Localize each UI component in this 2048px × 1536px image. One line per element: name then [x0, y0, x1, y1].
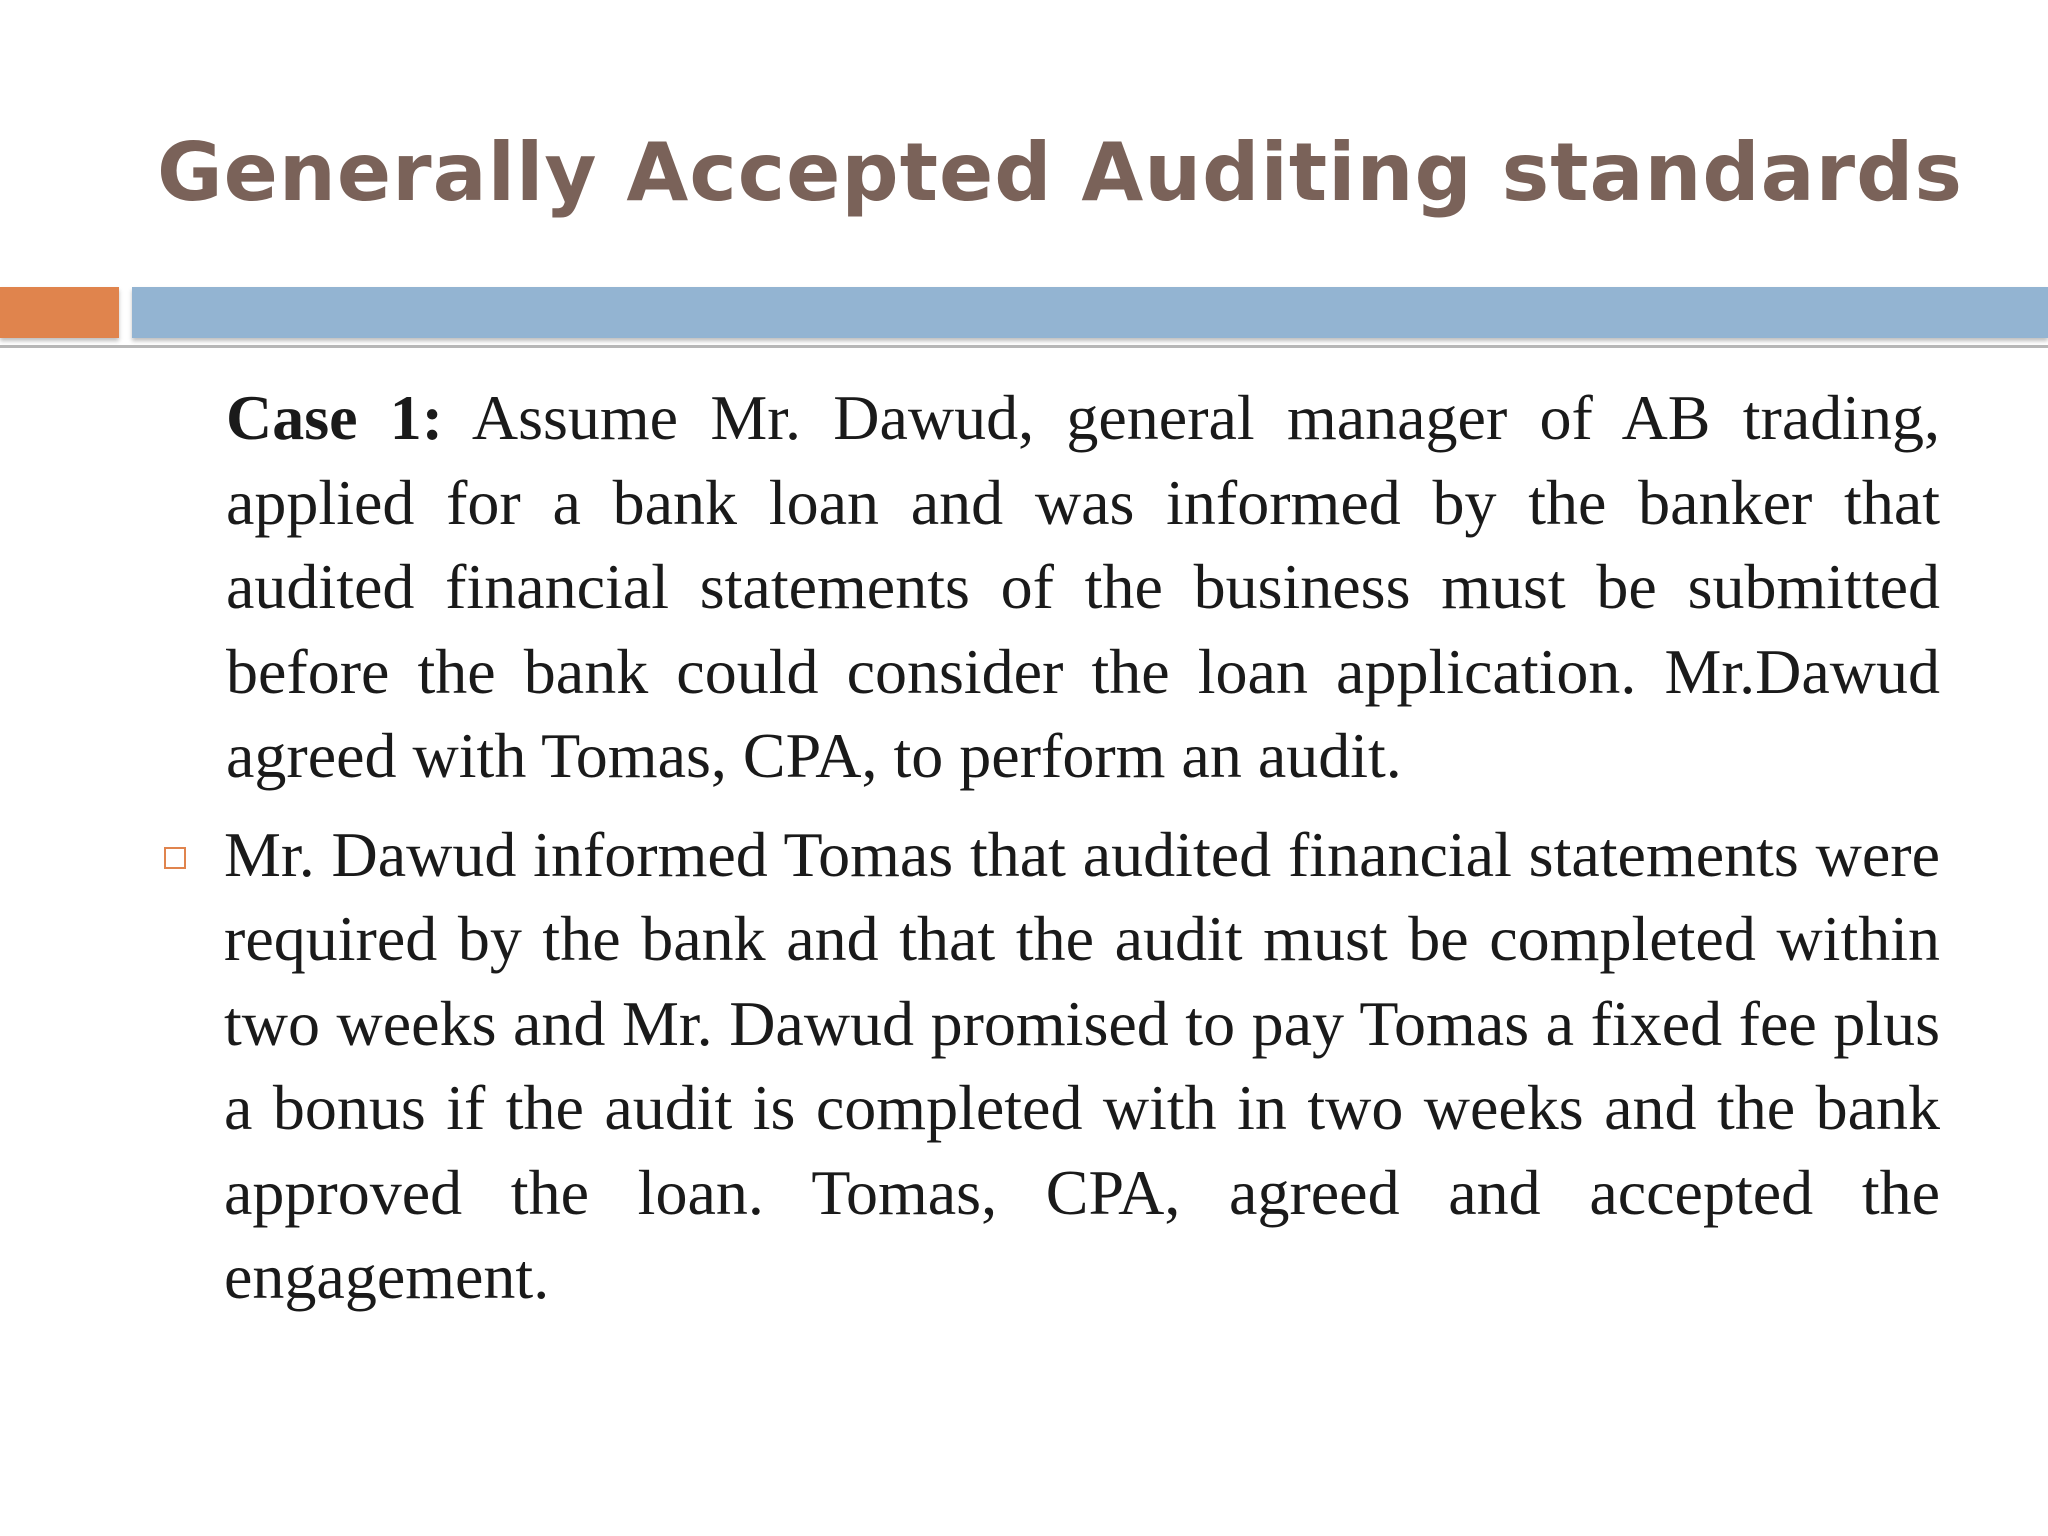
- slide-title: Generally Accepted Auditing standards: [157, 126, 1963, 219]
- case-label: Case 1:: [226, 382, 444, 453]
- slide-body: [224, 376, 1940, 1320]
- square-bullet-icon: [164, 847, 186, 869]
- divider: [0, 345, 2048, 348]
- bullet-paragraph: [224, 813, 1940, 1320]
- accent-bar-blue: [132, 287, 2048, 338]
- accent-bar-orange: [0, 287, 119, 338]
- bullet-text: Mr. Dawud informed Tomas that audited financial statements were required by the bank and that the audit must be completed within two weeks and Mr. Dawud promised to pay Tomas a fixed fee plus a bonus if the audit is completed with in two weeks and the bank approved the loan. Tomas, CPA, agreed and accepted the engagement.: [224, 818, 1940, 1312]
- case-paragraph: [224, 376, 1940, 799]
- case-text: Assume Mr. Dawud, general manager of AB trading, applied for a bank loan and was informed by the banker that audited financial statements of the business must be submitted before the bank could consider the loan application. Mr.Dawud agreed with Tomas, CPA, to perform an audit.: [226, 382, 1941, 791]
